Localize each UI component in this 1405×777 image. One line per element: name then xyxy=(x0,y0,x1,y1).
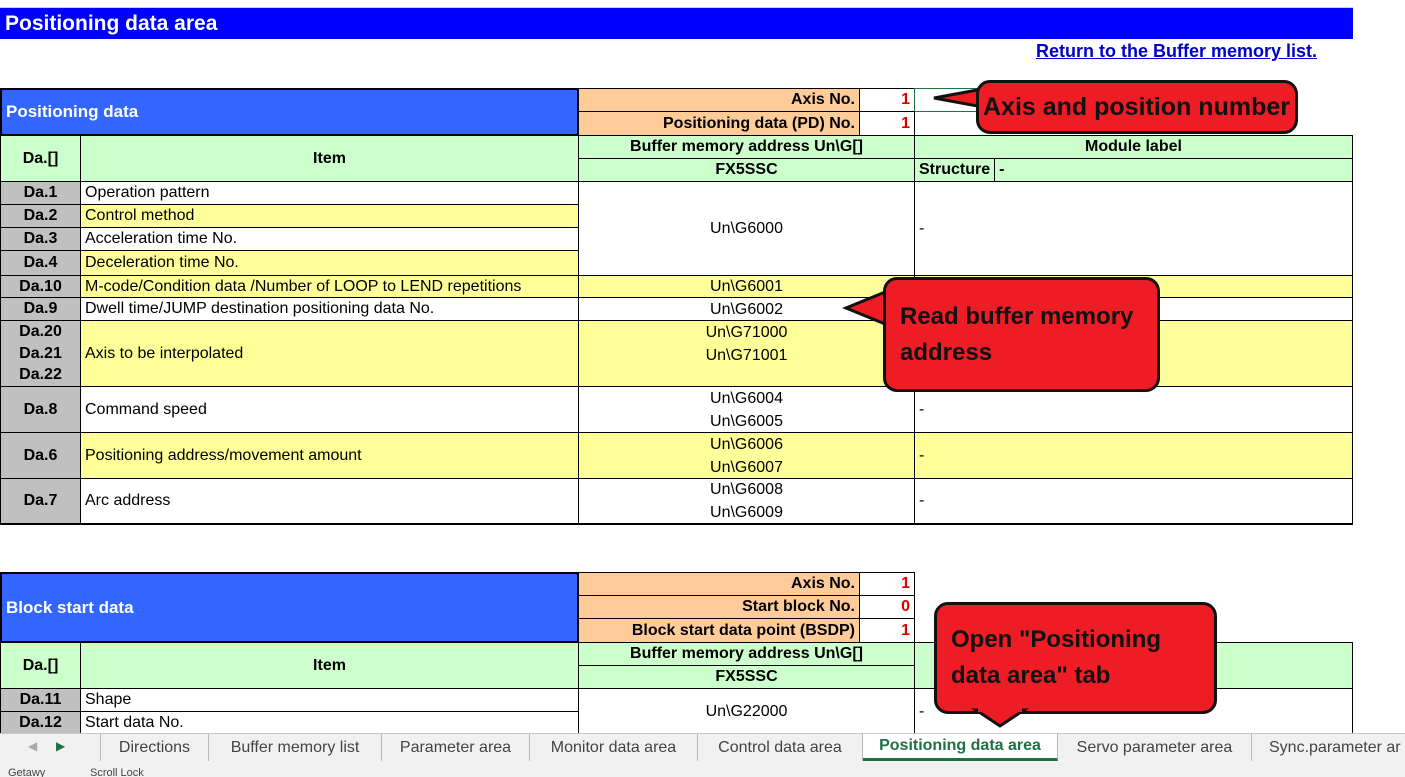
buffer-address: Un\G6009 xyxy=(710,504,783,521)
bsdp-value[interactable]: 1 xyxy=(859,618,915,643)
buffer-address: Un\G6000 xyxy=(710,220,783,237)
buffer-address: Un\G6001 xyxy=(710,278,783,295)
da-cell: Da.10 xyxy=(0,275,81,298)
scroll-right-icon[interactable]: ▶ xyxy=(56,739,66,753)
tab-sync-parameter-area[interactable]: Sync.parameter ar xyxy=(1269,738,1401,756)
buffer-cell xyxy=(578,432,915,479)
module-cell: - xyxy=(914,478,1353,525)
tab-monitor-data-area[interactable]: Monitor data area xyxy=(530,734,698,761)
module-cell: - xyxy=(914,688,1353,735)
module-cell: - xyxy=(914,432,1353,479)
pd-no-value[interactable]: 1 xyxy=(859,111,915,136)
module-cell: - xyxy=(914,181,1353,276)
tab-servo-parameter-area[interactable]: Servo parameter area xyxy=(1058,734,1252,761)
da-cell: Da.2 xyxy=(0,204,81,228)
buffer-address: Un\G6008 xyxy=(710,481,783,498)
da-cell: Da.9 xyxy=(0,297,81,321)
callout-text: data area" tab xyxy=(951,662,1111,689)
tab-positioning-data-area[interactable]: Positioning data area xyxy=(863,734,1058,761)
callout-axis-position xyxy=(976,80,1298,134)
page-title: Positioning data area xyxy=(0,8,1353,39)
start-block-label: Start block No. xyxy=(578,595,860,619)
block-axis-label: Axis No. xyxy=(578,572,860,596)
tab-buffer-memory-list[interactable]: Buffer memory list xyxy=(209,734,382,761)
structure-label: Structure xyxy=(915,159,995,181)
col-buffer-header: Buffer memory address Un\G[] xyxy=(578,135,915,159)
status-scroll-lock: Scroll Lock xyxy=(90,767,144,777)
model-header: FX5SSC xyxy=(578,158,915,182)
block-col-da-header: Da.[] xyxy=(0,642,81,689)
buffer-address: Un\G6005 xyxy=(710,412,783,430)
callout-text: Axis and position number xyxy=(983,93,1290,121)
status-left: Getawy xyxy=(8,767,46,777)
buffer-address: Un\G6006 xyxy=(710,435,783,453)
callout-text: Open "Positioning xyxy=(951,626,1162,653)
item-cell: Axis to be interpolated xyxy=(80,320,579,387)
scroll-left-icon[interactable]: ◀ xyxy=(28,739,38,753)
item-cell: Dwell time/JUMP destination positioning data No. xyxy=(80,297,579,321)
col-module-header: Module label xyxy=(914,135,1353,159)
axis-no-label: Axis No. xyxy=(578,88,860,112)
module-cell: - xyxy=(914,386,1353,433)
da-cell: Da.22 xyxy=(0,364,81,387)
buffer-address: Un\G6007 xyxy=(710,458,783,476)
item-cell: Deceleration time No. xyxy=(80,250,579,276)
da-cell: Da.6 xyxy=(0,432,81,479)
buffer-address: Un\G6002 xyxy=(710,300,783,318)
item-cell: Control method xyxy=(80,204,579,228)
structure-header xyxy=(914,158,1353,182)
item-cell: Shape xyxy=(80,688,579,712)
da-cell: Da.11 xyxy=(0,688,81,712)
buffer-cell xyxy=(578,181,915,276)
tab-directions[interactable]: Directions xyxy=(100,734,209,761)
item-cell: Start data No. xyxy=(80,711,579,735)
block-col-buffer-header: Buffer memory address Un\G[] xyxy=(578,642,915,666)
buffer-cell xyxy=(578,386,915,433)
da-cell: Da.1 xyxy=(0,181,81,205)
da-cell: Da.12 xyxy=(0,711,81,735)
item-cell: Positioning address/movement amount xyxy=(80,432,579,479)
da-cell: Da.4 xyxy=(0,250,81,276)
da-cell: Da.20 xyxy=(0,320,81,343)
buffer-address: Un\G71000 xyxy=(705,324,788,341)
tab-parameter-area[interactable]: Parameter area xyxy=(382,734,530,761)
buffer-address: Un\G71001 xyxy=(705,347,788,364)
da-cell: Da.7 xyxy=(0,478,81,525)
block-start-section-title: Block start data xyxy=(0,572,579,643)
da-cell: Da.3 xyxy=(0,227,81,251)
da-cell: Da.21 xyxy=(0,342,81,365)
buffer-address: Un\G6004 xyxy=(710,389,783,407)
item-cell: Acceleration time No. xyxy=(80,227,579,251)
bsdp-label: Block start data point (BSDP) xyxy=(578,618,860,643)
tab-control-data-area[interactable]: Control data area xyxy=(698,734,863,761)
callout-pointer xyxy=(970,708,1030,730)
axis-no-value[interactable]: 1 xyxy=(859,88,915,112)
positioning-section-title: Positioning data xyxy=(0,88,579,136)
buffer-address: Un\G22000 xyxy=(705,703,788,720)
return-link[interactable]: Return to the Buffer memory list. xyxy=(1036,41,1318,61)
item-cell: M-code/Condition data /Number of LOOP to LEND repetitions xyxy=(80,275,579,298)
item-cell: Operation pattern xyxy=(80,181,579,205)
da-cell: Da.8 xyxy=(0,386,81,433)
buffer-cell xyxy=(578,688,915,735)
callout-read-buffer xyxy=(883,277,1160,392)
structure-value: - xyxy=(999,161,1005,178)
start-block-value[interactable]: 0 xyxy=(859,595,915,619)
callout-text: address xyxy=(900,338,993,366)
sheet-tab-bar xyxy=(0,733,1405,761)
status-bar xyxy=(0,761,1405,777)
item-cell: Command speed xyxy=(80,386,579,433)
buffer-cell xyxy=(578,478,915,525)
col-item-header: Item xyxy=(80,135,579,182)
callout-open-tab xyxy=(934,602,1217,714)
block-axis-value[interactable]: 1 xyxy=(859,572,915,596)
item-cell: Arc address xyxy=(80,478,579,525)
block-col-item-header: Item xyxy=(80,642,579,689)
col-da-header: Da.[] xyxy=(0,135,81,182)
pd-no-label: Positioning data (PD) No. xyxy=(578,111,860,136)
block-model-header: FX5SSC xyxy=(578,665,915,689)
callout-text: Read buffer memory xyxy=(900,302,1134,330)
